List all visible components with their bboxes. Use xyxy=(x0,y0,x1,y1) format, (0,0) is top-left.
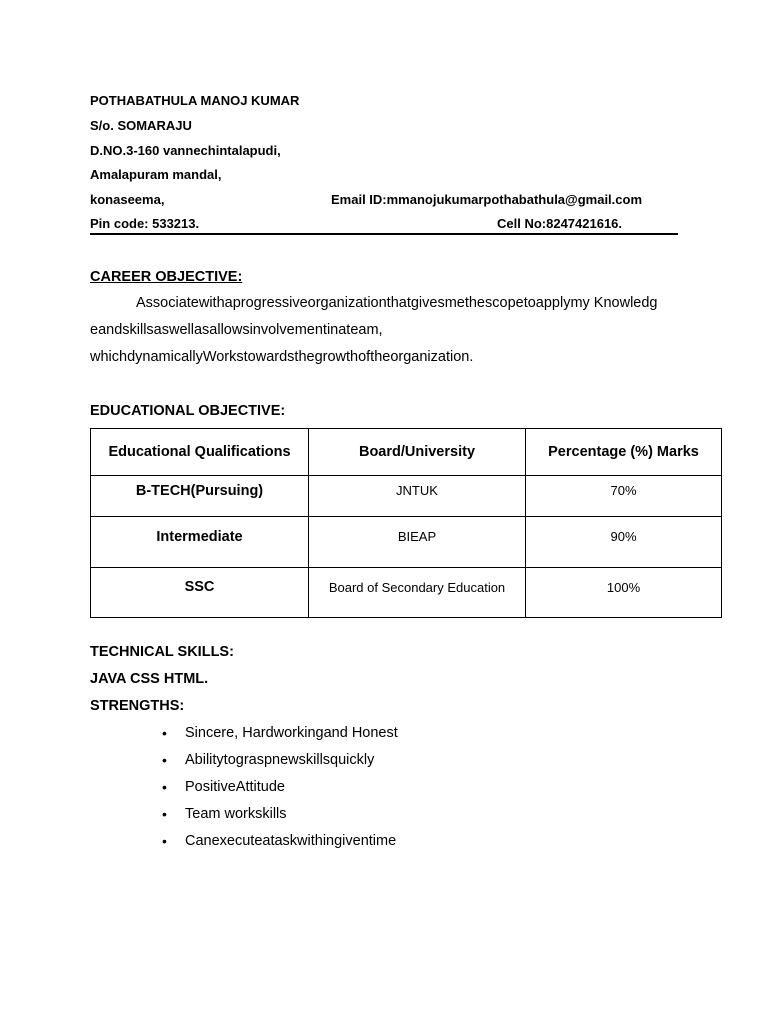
header-board: Board/University xyxy=(309,429,526,476)
qualification-cell: B-TECH(Pursuing) xyxy=(135,483,264,499)
board-cell: Board of Secondary Education xyxy=(328,580,506,595)
career-objective-heading: CAREER OBJECTIVE: xyxy=(90,269,243,285)
address-line-3: konaseema, xyxy=(90,192,165,207)
board-cell: JNTUK xyxy=(396,483,438,498)
list-item: • Canexecuteataskwithingiventime xyxy=(162,830,398,857)
list-item: • Abilitytograspnewskillsquickly xyxy=(162,749,398,776)
career-objective-line-1: Associatewithaprogressiveorganizationthatgivesmethescopetoapplymy Knowledg xyxy=(136,295,658,311)
technical-skills-heading: TECHNICAL SKILLS: xyxy=(90,644,234,660)
cell-number: Cell No:8247421616. xyxy=(497,216,623,231)
header-qualifications: Educational Qualifications xyxy=(91,429,309,476)
board-cell: BIEAP xyxy=(397,529,437,544)
qualification-cell: Intermediate xyxy=(156,529,243,545)
list-item: • Sincere, Hardworkingand Honest xyxy=(162,722,398,749)
table-row xyxy=(91,517,722,568)
strengths-list xyxy=(162,722,398,857)
address-line-1: D.NO.3-160 vannechintalapudi, xyxy=(90,143,281,158)
bullet-icon: • xyxy=(162,833,167,849)
percentage-cell: 70% xyxy=(610,483,637,498)
bullet-icon: • xyxy=(162,752,167,768)
table-row xyxy=(91,476,722,517)
header-percentage: Percentage (%) Marks xyxy=(526,429,722,476)
percentage-cell: 90% xyxy=(610,529,637,544)
bullet-icon: • xyxy=(162,806,167,822)
address-line-2: Amalapuram mandal, xyxy=(90,167,222,182)
bullet-icon: • xyxy=(162,725,167,741)
career-objective-line-2: eandskillsaswellasallowsinvolvementinateam, xyxy=(90,322,383,338)
qualification-cell: SSC xyxy=(184,579,215,595)
technical-skills-list: JAVA CSS HTML. xyxy=(90,671,209,687)
email-id: Email ID:mmanojukumarpothabathula@gmail.com xyxy=(331,192,643,207)
percentage-cell: 100% xyxy=(606,580,641,595)
header-divider xyxy=(90,233,678,235)
list-item: • PositiveAttitude xyxy=(162,776,398,803)
career-objective-line-3: whichdynamicallyWorkstowardsthegrowthoftheorganization. xyxy=(90,349,474,365)
list-item: • Team workskills xyxy=(162,803,398,830)
bullet-icon: • xyxy=(162,779,167,795)
table-row xyxy=(91,568,722,618)
educational-objective-heading: EDUCATIONAL OBJECTIVE: xyxy=(90,403,286,419)
strengths-heading: STRENGTHS: xyxy=(90,698,185,714)
education-table xyxy=(90,428,722,618)
candidate-name: POTHABATHULA MANOJ KUMAR xyxy=(90,93,300,108)
pin-code: Pin code: 533213. xyxy=(90,216,200,231)
table-header-row xyxy=(91,429,722,476)
father-name: S/o. SOMARAJU xyxy=(90,118,192,133)
